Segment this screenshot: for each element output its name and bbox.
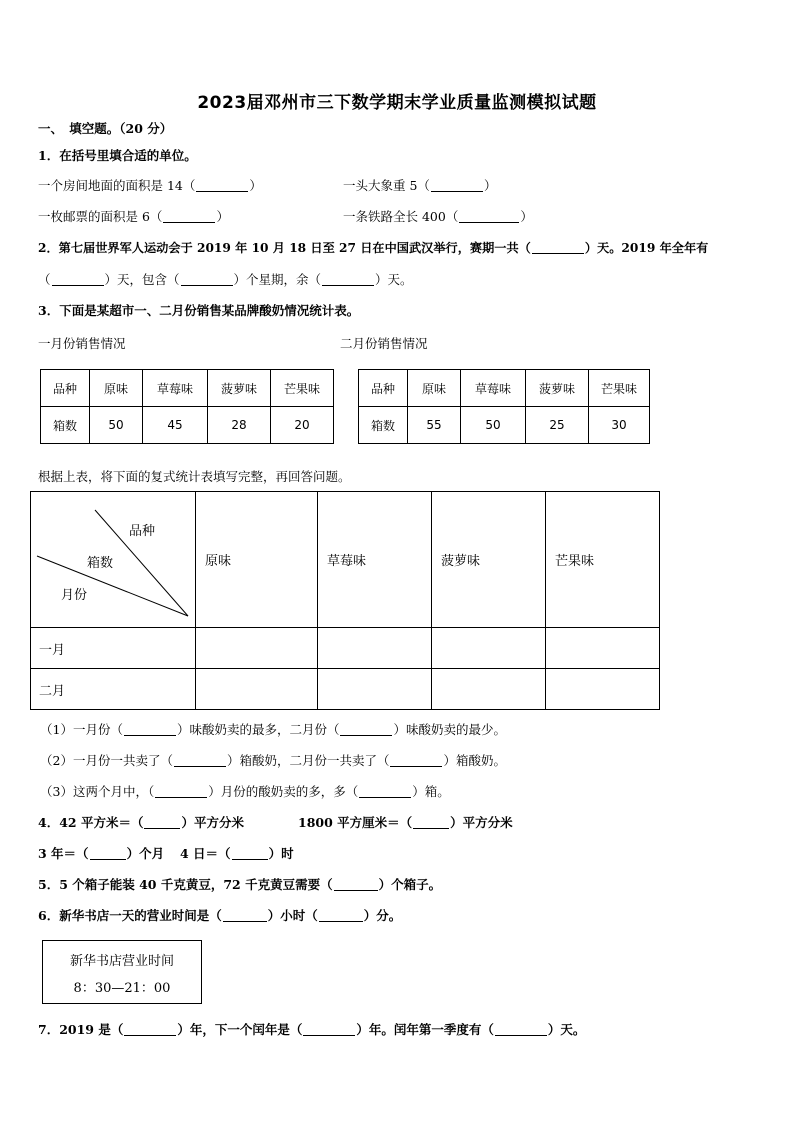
table-row: [359, 407, 650, 444]
q1-item-c: 一枚邮票的面积是 6（ ）: [38, 209, 229, 224]
table-cell: 芒果味: [271, 370, 334, 407]
jan-table-label: 一月份销售情况: [38, 336, 126, 351]
table-row: [41, 407, 334, 444]
answer-blank[interactable]: [124, 723, 176, 736]
table-cell: 55: [408, 407, 461, 444]
table-header-cell: 芒果味: [546, 492, 660, 628]
table-cell: 箱数: [359, 407, 408, 444]
table-cell: 原味: [90, 370, 143, 407]
q1-item-b: 一头大象重 5（ ）: [343, 178, 497, 193]
fill-cell[interactable]: [318, 669, 432, 710]
page-title: 2023届邓州市三下数学期末学业质量监测模拟试题: [197, 93, 597, 113]
table-cell: 草莓味: [143, 370, 208, 407]
q5-line: 5．5 个箱子能装 40 千克黄豆，72 千克黄豆需要（ ）个箱子。: [38, 877, 442, 892]
table-row: [359, 370, 650, 407]
answer-blank[interactable]: [181, 273, 233, 286]
q3-stem: 3．下面是某超市一、二月份销售某品牌酸奶情况统计表。: [38, 303, 360, 318]
feb-sales-table: [358, 369, 650, 444]
answer-blank[interactable]: [431, 179, 483, 192]
answer-blank[interactable]: [196, 179, 248, 192]
table-row: [31, 669, 660, 710]
diag-label-count: 箱数: [87, 556, 114, 571]
table-cell: 菠萝味: [208, 370, 271, 407]
fill-cell[interactable]: [432, 669, 546, 710]
q4-item-c: 3 年＝（ ）个月: [38, 846, 165, 861]
diagonal-header-cell: [31, 492, 196, 628]
table-cell: 30: [589, 407, 650, 444]
answer-blank[interactable]: [90, 847, 126, 860]
answer-blank[interactable]: [532, 241, 584, 254]
answer-blank[interactable]: [495, 1023, 547, 1036]
fill-cell[interactable]: [318, 628, 432, 669]
answer-blank[interactable]: [390, 754, 442, 767]
answer-blank[interactable]: [334, 878, 378, 891]
q2-line-1: 2．第七届世界军人运动会于 2019 年 10 月 18 日至 27 日在中国武汉举行，赛期一共（ ）天。2019 年全年有: [38, 241, 709, 255]
diag-label-month: 月份: [61, 588, 88, 603]
table-cell: 50: [461, 407, 526, 444]
answer-blank[interactable]: [319, 909, 363, 922]
q2-line-2: （ ）天，包含（ ）个星期，余（ ）天。: [38, 272, 413, 287]
q7-line: 7．2019 是（ ）年，下一个闰年是（ ）年。闰年第一季度有（ ）天。: [38, 1022, 586, 1037]
business-hours-box: [42, 940, 202, 1004]
answer-blank[interactable]: [232, 847, 268, 860]
answer-blank[interactable]: [459, 210, 519, 223]
table-cell: 一月: [31, 628, 196, 669]
q3-sub-3: （3）这两个月中，（ ）月份的酸奶卖的多，多（ ）箱。: [40, 784, 450, 799]
table-cell: 草莓味: [461, 370, 526, 407]
q1-item-a: 一个房间地面的面积是 14（ ）: [38, 178, 262, 193]
table-cell: 芒果味: [589, 370, 650, 407]
answer-blank[interactable]: [303, 1023, 355, 1036]
table-cell: 品种: [41, 370, 90, 407]
table-cell: 二月: [31, 669, 196, 710]
answer-blank[interactable]: [223, 909, 267, 922]
answer-blank[interactable]: [52, 273, 104, 286]
fill-cell[interactable]: [196, 669, 318, 710]
answer-blank[interactable]: [124, 1023, 176, 1036]
jan-sales-table: [40, 369, 334, 444]
table-cell: 25: [526, 407, 589, 444]
answer-blank[interactable]: [144, 816, 180, 829]
table-header-cell: 草莓味: [318, 492, 432, 628]
section-heading: 一、 填空题。（20 分）: [38, 121, 173, 136]
answer-blank[interactable]: [413, 816, 449, 829]
answer-blank[interactable]: [174, 754, 226, 767]
q1-item-d: 一条铁路全长 400（ ）: [343, 209, 533, 224]
table-cell: 50: [90, 407, 143, 444]
table-cell: 菠萝味: [526, 370, 589, 407]
q3-sub-2: （2）一月份一共卖了（ ）箱酸奶，二月份一共卖了（ ）箱酸奶。: [40, 753, 506, 768]
fill-cell[interactable]: [196, 628, 318, 669]
table-cell: 品种: [359, 370, 408, 407]
box-time: 8：30—21：00: [73, 981, 171, 996]
fill-cell[interactable]: [546, 628, 660, 669]
q4-item-a: 4．42 平方米＝（ ）平方分米: [38, 815, 244, 830]
q1-stem: 1．在括号里填合适的单位。: [38, 148, 197, 163]
q3-sub-1: （1）一月份（ ）味酸奶卖的最多，二月份（ ）味酸奶卖的最少。: [40, 722, 506, 737]
q4-item-b: 1800 平方厘米＝（ ）平方分米: [298, 815, 513, 830]
table-row: [31, 628, 660, 669]
box-title: 新华书店营业时间: [69, 954, 174, 969]
table-cell: 45: [143, 407, 208, 444]
fill-cell[interactable]: [432, 628, 546, 669]
q6-line: 6．新华书店一天的营业时间是（ ）小时（ ）分。: [38, 908, 402, 923]
q3-instruction: 根据上表，将下面的复式统计表填写完整，再回答问题。: [38, 469, 351, 484]
answer-blank[interactable]: [359, 785, 411, 798]
feb-table-label: 二月份销售情况: [340, 336, 428, 351]
answer-blank[interactable]: [155, 785, 207, 798]
compound-stat-table: [30, 491, 660, 710]
table-cell: 箱数: [41, 407, 90, 444]
table-header-cell: 菠萝味: [432, 492, 546, 628]
table-cell: 20: [271, 407, 334, 444]
table-cell: 28: [208, 407, 271, 444]
answer-blank[interactable]: [322, 273, 374, 286]
answer-blank[interactable]: [340, 723, 392, 736]
fill-cell[interactable]: [546, 669, 660, 710]
table-header-cell: 原味: [196, 492, 318, 628]
q4-item-d: 4 日＝（ ）时: [180, 846, 294, 861]
answer-blank[interactable]: [163, 210, 215, 223]
table-row: [31, 492, 660, 628]
table-cell: 原味: [408, 370, 461, 407]
diag-label-kind: 品种: [129, 524, 156, 539]
table-row: [41, 370, 334, 407]
